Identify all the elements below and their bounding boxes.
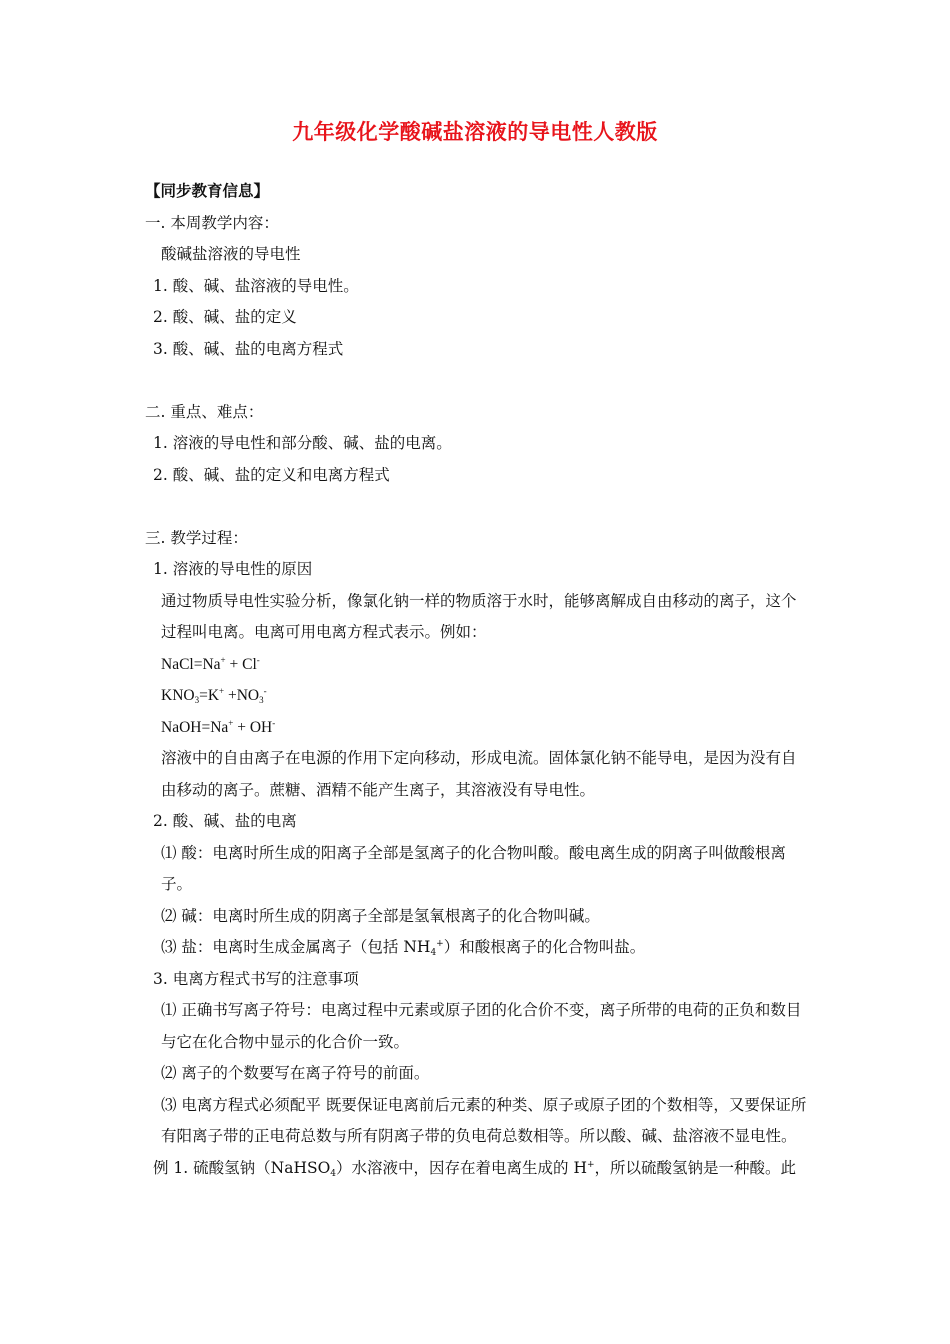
salt-definition [145,932,810,964]
example-sup: + [586,1159,595,1170]
eq-sub: 3 [259,695,264,705]
section2-heading: 2. 酸、碱、盐的电离 [153,812,297,830]
eq-sup: - [256,654,260,665]
document-body [145,176,810,1184]
part2-item-1: 1. 溶液的导电性和部分酸、碱、盐的电离。 [153,434,452,452]
section1-paragraph: 通过物质导电性实验分析，像氯化钠一样的物质溶于水时，能够离解成自由移动的离子，这个过程叫电离。电离可用电离方程式表示。例如： [161,591,797,641]
notes-paragraph-3: ⑶ 电离方程式必须配平 既要保证电离前后元素的种类、原子或原子团的个数相等，又要保证所有阳离子带的正电荷总数与所有阴离子带的负电荷总数相等。所以酸、碱、盐溶液不显电性。 [161,1095,807,1145]
acid-definition: ⑴ 酸：电离时所生成的阳离子全部是氢离子的化合物叫酸。酸电离生成的阴离子叫做酸根离子。 [161,843,786,893]
equation-kno3 [145,680,810,712]
equation-nacl [145,649,810,681]
salt-text: ）和酸根离子的化合物叫盐。 [443,938,646,956]
part2-heading: 二. 重点、难点： [145,402,264,421]
eq-text: +NO [224,687,260,704]
spacer [145,491,810,523]
eq-sup: + [219,686,225,696]
example-text: ）水溶液中，因存在着电离生成的 H [336,1158,587,1177]
eq-text: + Cl [225,655,257,673]
part1-heading: 一. 本周教学内容： [145,213,279,232]
salt-sup: + [436,939,444,949]
part1-item-2: 2. 酸、碱、盐的定义 [153,308,297,326]
example-1 [145,1153,810,1185]
notes-paragraph-2: ⑵ 离子的个数要写在离子符号的前面。 [161,1064,430,1082]
section1-paragraph-2: 溶液中的自由离子在电源的作用下定向移动，形成电流。固体氯化钠不能导电，是因为没有自由移动的离子。蔗糖、酒精不能产生离子，其溶液没有导电性。 [161,749,797,799]
base-definition: ⑵ 碱：电离时所生成的阴离子全部是氢氧根离子的化合物叫碱。 [161,906,600,925]
part1-item-3: 3. 酸、碱、盐的电离方程式 [153,339,344,358]
spacer [145,365,810,397]
part1-topic: 酸碱盐溶液的导电性 [161,245,301,263]
equation-naoh [145,712,810,744]
eq-text: + OH [233,718,273,736]
eq-text: NaOH=Na [161,718,229,736]
eq-sup: + [220,654,226,665]
section3-heading: 3. 电离方程式书写的注意事项 [153,969,359,988]
example-text: ，所以硫酸氢钠是一种酸。此 [594,1158,797,1177]
part2-item-2: 2. 酸、碱、盐的定义和电离方程式 [153,465,390,484]
notes-paragraph-1: ⑴ 正确书写离子符号：电离过程中元素或原子团的化合价不变，离子所带的电荷的正负和数目与它在化合物中显示的化合价一致。 [161,1001,802,1051]
example-sub: 4 [330,1168,337,1179]
eq-sup: - [263,686,267,696]
eq-sup: - [272,717,276,728]
salt-text: ⑶ 盐：电离时生成金属离子（包括 NH [161,938,431,956]
document-title: 九年级化学酸碱盐溶液的导电性人教版 [292,120,658,144]
section-header: 【同步教育信息】 [145,182,270,200]
example-text: 例 1. 硫酸氢钠（NaHSO [153,1158,331,1177]
section1-heading: 1. 溶液的导电性的原因 [153,560,313,578]
eq-text: =K [199,687,220,704]
eq-text: NaCl=Na [161,655,221,673]
part3-heading: 三. 教学过程： [145,528,248,547]
eq-text: KNO [161,687,195,704]
salt-sub: 4 [430,948,437,958]
eq-sup: + [228,717,234,728]
part1-item-1: 1. 酸、碱、盐溶液的导电性。 [153,276,359,295]
eq-sub: 3 [194,695,200,705]
